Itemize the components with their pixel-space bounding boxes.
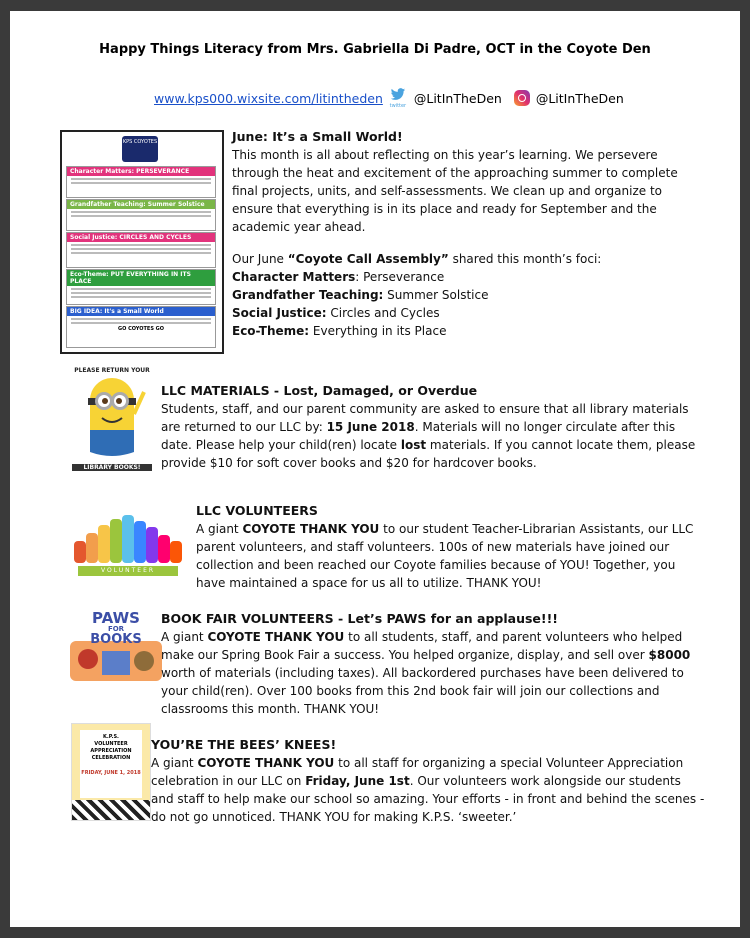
- bees-knees-flyer-image: K.P.S. VOLUNTEER APPRECIATION CELEBRATION FRIDAY, JUNE 1, 2018: [71, 723, 151, 821]
- twitter-handle[interactable]: @LitInTheDen: [413, 90, 502, 106]
- june-poster-image: [60, 130, 224, 354]
- june-section: [232, 128, 702, 340]
- june-foci-item: Character Matters: Perseverance: [232, 270, 445, 284]
- volunteers-heading: LLC VOLUNTEERS: [196, 503, 318, 518]
- llc-volunteers-section: [196, 502, 706, 592]
- poster-box-grandfather: Grandfather Teaching: Summer Solstice: [66, 199, 216, 231]
- june-body: This month is all about reflecting on this year’s learning. We persevere through the heat and excitement of the approaching summer to complete final projects, units, and self-assessments. We clean up and organize to ensure that everything is in its place and ready for September and the academic year ahead.: [232, 148, 678, 234]
- llc-heading: LLC MATERIALS - Lost, Damaged, or Overdue: [161, 383, 478, 398]
- june-foci-item: Grandfather Teaching: Summer Solstice: [232, 288, 489, 302]
- book-fair-heading: BOOK FAIR VOLUNTEERS - Let’s PAWS for an applause!!!: [161, 611, 558, 626]
- bees-knees-section: [151, 736, 706, 826]
- book-fair-section: [161, 610, 706, 718]
- twitter-icon[interactable]: twitter: [386, 88, 410, 109]
- minion-return-books-image: PLEASE RETURN YOUR LIBRARY BOOKS!: [72, 367, 152, 477]
- june-foci-item: Eco-Theme: Everything in its Place: [232, 324, 447, 338]
- volunteers-body: A giant COYOTE THANK YOU to our student Teacher-Librarian Assistants, our LLC parent volunteers, and staff volunteers. 100s of new materials have joined our collection and been reached our Coyote families because of YOU! Together, you have maintained a space for us all to utilize. THANK YOU!: [196, 522, 694, 590]
- link-bar: [154, 88, 624, 109]
- kps-logo: KPS COYOTES: [122, 136, 158, 162]
- llc-body: Students, staff, and our parent community are asked to ensure that all library materials are returned to our LLC by: 15 June 2018. Materials will no longer circulate after this date. Please help your child(ren) locate lost materials. If you cannot locate them, please provide $10 for soft cover books and $20 for hardcover books.: [161, 402, 696, 470]
- bees-heading: YOU’RE THE BEES’ KNEES!: [151, 737, 337, 752]
- llc-materials-section: [161, 382, 706, 472]
- website-link[interactable]: www.kps000.wixsite.com/litintheden: [154, 90, 383, 106]
- poster-box-character: Character Matters: PERSEVERANCE: [66, 166, 216, 198]
- poster-box-big-idea: BIG IDEA: It's a Small World GO COYOTES GO: [66, 306, 216, 348]
- paws-for-books-image: PAWS FOR BOOKS: [68, 611, 164, 689]
- newsletter-title: Happy Things Literacy from Mrs. Gabriella Di Padre, OCT in the Coyote Den: [99, 42, 651, 57]
- june-intro: Our June “Coyote Call Assembly” shared this month’s foci:: [232, 252, 602, 266]
- book-fair-body: A giant COYOTE THANK YOU to all students, staff, and parent volunteers who helped make our Spring Book Fair a success. You helped organize, display, and sell over $8000 worth of materials (including taxes). All backordered purchases have been delivered to your child(ren). Over 100 books from this 2nd book fair will join our collections and classrooms this month. THANK YOU!: [161, 630, 691, 716]
- volunteer-hands-image: VOLUNTEER: [68, 511, 188, 581]
- instagram-icon[interactable]: [514, 90, 530, 106]
- june-foci-item: Social Justice: Circles and Cycles: [232, 306, 440, 320]
- instagram-handle[interactable]: @LitInTheDen: [535, 90, 624, 106]
- poster-box-social-justice: Social Justice: CIRCLES AND CYCLES: [66, 232, 216, 268]
- poster-box-eco-theme: Eco-Theme: PUT EVERYTHING IN ITS PLACE: [66, 269, 216, 305]
- june-heading: June: It’s a Small World!: [232, 129, 403, 144]
- newsletter-page: [10, 11, 740, 927]
- bees-body: A giant COYOTE THANK YOU to all staff for organizing a special Volunteer Appreciation celebration in our LLC on Friday, June 1st. Our volunteers work alongside our students and staff to help make our school so amazing. Your efforts - in front and behind the scenes - do not go unnoticed. THANK YOU for making K.P.S. ‘sweeter.’: [151, 756, 705, 824]
